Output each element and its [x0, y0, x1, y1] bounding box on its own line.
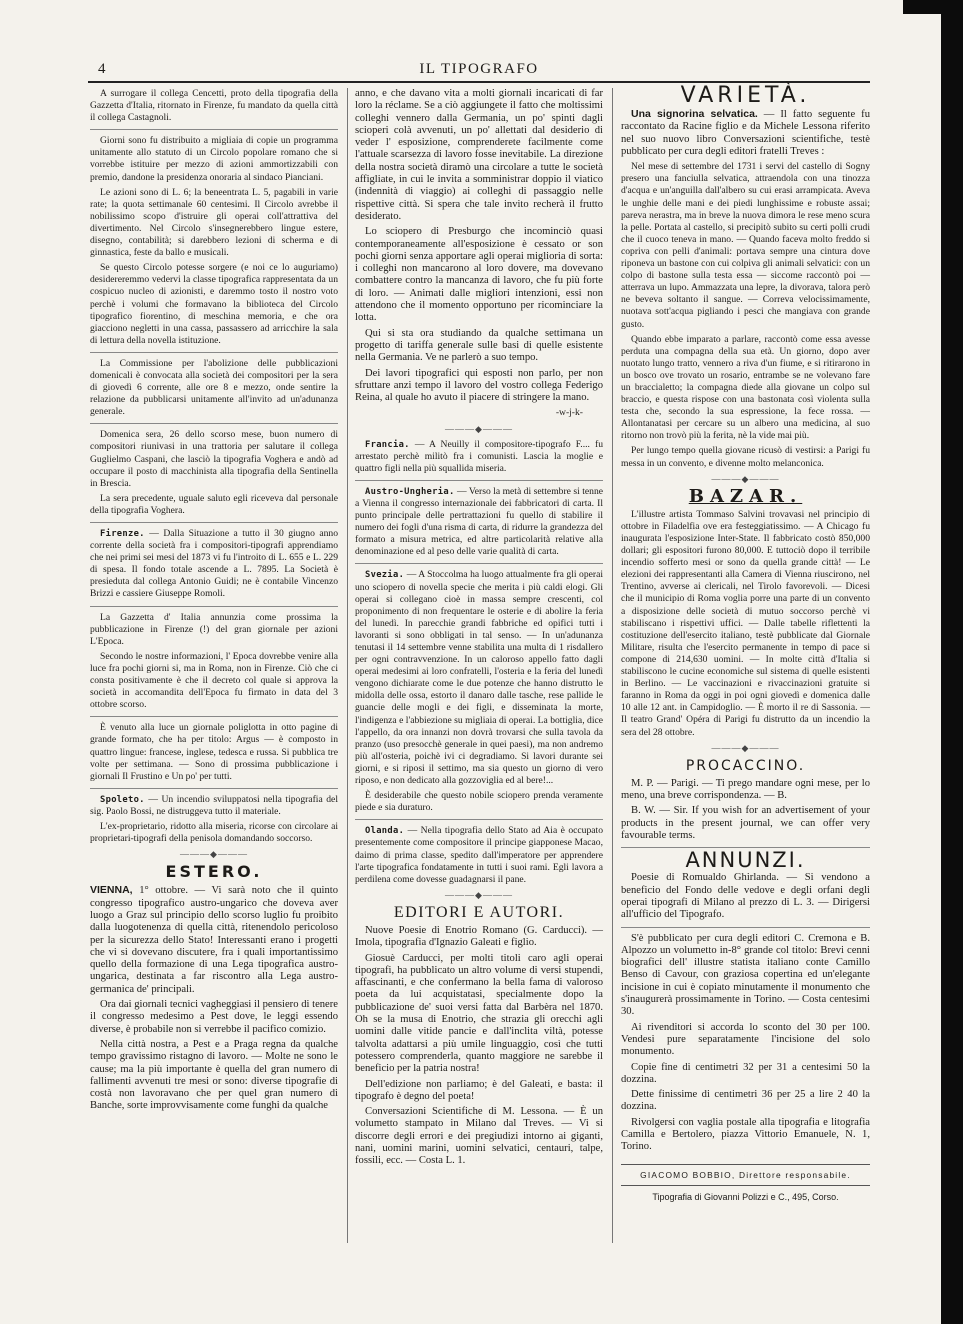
section-title-bazar: BAZAR.: [688, 485, 803, 507]
news-paragraph: Qui si sta ora studiando da qualche settimana un progetto di tariffa generale sulle basi di quelle esistente nella Germania. Ve ne parlerò a suo tempo.: [355, 327, 603, 364]
separator-rule: [90, 716, 338, 717]
ornament-divider: ———◆———: [711, 473, 780, 484]
news-paragraph: Lo sciopero di Presburgo che incominciò quasi contemporaneamente all'esposizione è cessato or son pochi giorni senza apportare agli operai miglioria di sorta: i colleghi non mancarono al loro dovere, ma dovevano combattere contro la mancanza di lavoro, che fu più forte di loro. — Animati dalle migliori intenzioni, essi non attendono che il momento opportuno per ricominciare la lotta.: [355, 226, 603, 324]
news-item-olanda: [355, 825, 603, 885]
dateline: VIENNA,: [90, 884, 133, 897]
news-item-vienna: [90, 884, 338, 996]
section-title-editori: EDITORI E AUTORI.: [393, 903, 565, 921]
news-paragraph: Nel mese di settembre del 1731 i servi del castello di Sogny presero una fanciulla selvatica, attraendola con una tinozza d'acqua e un'anguilla dall'albero su cui erasi arrampicata. Aveva le unghie delle mani e dei piedi lunghissime e robuste assai; pareva nerastra, ma in breve la nuova dimora le rese meno scura la pelle. Portata al castello, si precipitò subito su certi polli crudi che il cuoco teneva in mano. — Quando faceva molto freddo si copriva con pelli d'animali: portava sempre una cintura dove riponeva un bastone con cui colpiva gli animali selvatici: con un colpo di bastone sulla testa essa — siccome raccontò poi — atterrava un lupo. Ammazzata una lepre, la divorava, talora però ne beveva soltanto il sangue. — Correva velocissimamente, nuotava sott'acqua pigliando i pesci che mangiava con grande gusto.: [621, 161, 870, 330]
rubric-label: Olanda.: [365, 826, 405, 837]
news-paragraph: Le azioni sono di L. 6; la beneentrata L. 5, pagabili in varie rate; la quota settimanale 60 centesimi. Il Circolo avrebbe il nobilissimo scopo d'istruire gli operai coll'attrattiva del divertimento. Nel Circolo s'insegnerebbero lingue estere, disegno, contabilità; si darebbero lezioni di scherma e di ginnastica, feste da ballo e musicali.: [90, 186, 338, 259]
rubric-label: Svezia.: [365, 570, 405, 581]
rubric-label: Firenze.: [100, 529, 145, 539]
separator-rule: [355, 819, 603, 820]
section-title-estero: ESTERO.: [165, 862, 263, 882]
item-heading: Una signorina selvatica.: [631, 108, 758, 121]
ornament-divider: ———◆———: [445, 423, 513, 434]
rubric-label: Spoleto.: [100, 794, 145, 805]
column-3: [621, 83, 870, 1203]
news-item-spoleto: [90, 794, 338, 818]
advertisement: S'è pubblicato per cura degli editori C. Cremona e B. Alpozzo un volumetto in-8° grande col titolo: Brevi cenni biografici dell' illustre statista italiano conte Camillo Benso di Cavour, con graziosa copertina ed un'elegante incisione in cui è copiato minutamente il monumento che s'inaugurerà prossimamente in Torino. — Costa centesimi 30.: [621, 932, 870, 1018]
news-paragraph: La Commissione per l'abolizione delle pubblicazioni domenicali è convocata alla società dei compositori per la sera di giovedì 6 corrente, alle ore 8 e mezzo, onde sentire la relazione da pubblicarsi unitamente all'invito ad un'adunanza generale.: [90, 357, 338, 418]
scan-border: [941, 0, 963, 1324]
separator-rule: [90, 423, 338, 424]
separator-rule: [90, 352, 338, 353]
news-paragraph: anno, e che davano vita a molti giornali incaricati di far loro la réclame. Se a ciò aggiungete il fatto che moltissimi colleghi vennero dalla Germania, un po' spinti dagli scioperi colà avvenuti, un po' allettati dal desiderio di veder l' esposizione, comprenderete facilmente come l'attuale scarsezza di lavoro fosse inevitabile. La direzione della nostra società diramò una circolare a tutte le società affigliate, in cui le invita a somministrar doppio il viatico (indennità di viaggio) ai colleghi di passaggio nelle rispettive città. Si spera che tale invito recherà il frutto desiderato.: [355, 88, 603, 222]
news-paragraph: A surrogare il collega Cencetti, proto della tipografia della Gazzetta d'Italia, ritornato in Firenze, fu mandato da quella città il collega Castagnoli.: [90, 88, 338, 124]
separator-rule: [90, 129, 338, 130]
news-item-svezia: [355, 569, 603, 787]
news-paragraph: Giosuè Carducci, per molti titoli caro agli operai tipografi, ha pubblicato un altro volume di versi stupendi, affascinanti, e che confermano la bella fama di valoroso poeta da lui acquistatasi, specialmente dopo la pubblicazione de' suoi versi fatta dal Barbèra nel 1870. Oh se la musa di Enotrio, che strazia gli orecchi agli uomini dalle vitide pancie e dall'inclita viltà, potesse talvolta adattarsi a più umile linguaggio, così che tutti potessero comprenderla, quanto maggiore ne sarebbe il beneficio per la patria nostra!: [355, 952, 603, 1075]
running-title: IL TIPOGRAFO: [419, 61, 539, 77]
news-paragraph: Dell'edizione non parliamo; è del Galeati, e basta: il tipografo è degno del poeta!: [355, 1078, 603, 1102]
news-paragraph: Per lungo tempo quella giovane ricusò di vestirsi: a Parigi fu messa in un convento, e divenne molto melanconica.: [621, 445, 870, 469]
news-paragraph: L'illustre artista Tommaso Salvini trovavasi nel principio di ottobre in Filadelfia ove era festeggiatissimo. — A Chicago fu inaugurata l'esposizione Inter-State. Il fabbricato costò 850,000 dollari; gli espositori furono 80,000. E tuttociò dopo il terribile incendio sofferto mesi or sono da quella grande città! — Le elezioni dei rappresentanti alla Camera di Vienna riuscirono, nel Trentino, avverse ai clericali, nel Tirolo favorevoli. — Dicesi che il municipio di Roma voglia porre una parte di un convento a disposizione delle società di mutuo soccorso perchè vi stabiliscano i rispettivi uffici. — Dalle tabelle riflettenti la costituzione dell'esercito italiano, testè pubblicate dal Giornale Militare, risulta che l'esercito permanente in tempo di pace si compone di 214,630 uomini. — In molte città d'Italia si stabiliscono le cucine economiche sul sistema di quelle esistenti in Berlino. — Le vaccinazioni e rivaccinazioni gratuite si faranno in Roma da oggi in poi ogni giovedì e domenica dalle 10 alle 12 ant. in Campidoglio. — È morto il re di Sassonia. — Il teatro Grand' Opéra di Parigi fu distrutto da un incendio la sera del 28 ottobre.: [621, 508, 870, 738]
book-notice: Conversazioni Scientifiche di M. Lessona. — È un volumetto stampato in Milano dal Treves. — Vi si discorre degli errori e dei pregiudizi intorno ai giganti, nani, uomini marini, uomini selvatici, centauri, talpe, fossili, ecc. — Costa L. 1.: [355, 1106, 603, 1167]
news-paragraph: Se questo Circolo potesse sorgere (e noi ce lo auguriamo) desidereremmo vedervi la classe tipografica rappresentata da un cospicuo nucleo di azionisti, e daremmo tosto il nostro voto perchè i volumi che formavano la biblioteca del Circolo tipografico fiorentino, di meschina memoria, e che ora giacciono negletti in una cassa, passassero ad arricchire la sala di lettura della novella istituzione.: [90, 262, 338, 346]
section-title-annunzi: ANNUNZI.: [685, 848, 806, 873]
column-divider: [347, 88, 348, 1243]
news-text: — A Stoccolma ha luogo attualmente fra gli operai uno sciopero di novella specie che merita i più caldi elogi. Gli operai si collegano cioè in massa sempre crescenti, col proponimento di non frequentare le osterie e di abolire la feria del lunedì. In parecchie grandi fabbriche ed opifici tutti i lavoranti si sono obbligati in tal senso. — In un'adunanza tenutasi il 14 settembre venne stabilita una multa di 1 risdallero per ogni contravvenzione. In un caloroso appello fatto dagli operai medesimi ai loro confratelli, l'osteria e la feria del lunedì vengono dichiarate come le due potenze che hanno distrutto le midolla delle ossa, estorto il danaro dalle tasche, rese pallide le guancie delle mogli e dei figli, e disseminata la morte, l'indigenza e l'abbiezione su migliaia di operai. La bottiglia, dice l'appello, da ora innanzi non dovrà trovarsi che sulla tavola da pranzo (uso presocchè generale in quei paesi), ma non andremo più all'osteria, poichè ivi ci degradiamo. Si lavori durante sei giorni, e si riposi il settimo, ma sia questo un giorno di vero riposo, e non dedicato alla gozzoviglia ed al bere!...: [355, 569, 603, 787]
news-text: — Un incendio sviluppatosi nella tipografia del sig. Paolo Bossi, ne distruggeva tutto il materiale.: [90, 793, 338, 817]
rubric-label: Austro-Ungheria.: [365, 486, 455, 497]
news-paragraph: L'ex-proprietario, ridotto alla miseria, ricorse con circolare ai proprietari-tipografi della penisola domandando soccorso.: [90, 820, 338, 845]
ornament-divider: ———◆———: [445, 889, 513, 900]
separator-rule: [90, 606, 338, 607]
signature: -w-j-k-: [555, 407, 583, 419]
news-text: — Verso la metà di settembre si tenne a Vienna il congresso internazionale dei fabbricatori di carta. Il punto principale delle pertrattazioni fu quello di stabilire il numero dei fogli d'una risma di carta, di ridurre la grandezza del formato a misura metrica, ed altre particolarità relative alla denominazione ed al peso delle varie qualità di carta.: [355, 485, 603, 558]
page-header: [88, 59, 870, 81]
news-text: — Nella tipografia dello Stato ad Aia è occupato presentemente come compositore il principe giapponese Macao, daimo di prima classe, spedito dall'imperatore per apprendere l'arte tipografica fondatamente in tutti i suoi rami. Egli lavora a perdilena come dovesse guadagnarsi il pane.: [355, 825, 603, 885]
editor-credit: GIACOMO BOBBIO, Direttore responsabile.: [621, 1164, 870, 1186]
ornament-divider: ———◆———: [711, 742, 780, 753]
news-paragraph: Giorni sono fu distribuito a migliaia di copie un programma unitamente allo statuto di un Circolo popolare romano che si vorrebbe istituire per mezzo di azioni ammortizzabili con premio, dandone la presidenza onoraria al sindaco Pianciani.: [90, 135, 338, 183]
news-paragraph: Secondo le nostre informazioni, l' Epoca dovrebbe venire alla luce fra pochi giorni si, ma in Roma, non in Firenze. Ciò che ci consta positivamente è che il decreto col quale si approva la società in accomandita dell'Epoca fu firmato in data del 3 ottobre scorso.: [90, 650, 338, 711]
page-number: 4: [98, 61, 106, 77]
section-title-varieta: VARIETÀ.: [680, 83, 811, 108]
ornament-divider: ———◆———: [180, 849, 248, 860]
correspondence-item: M. P. — Parigi. — Ti prego mandare ogni mese, per lo meno, una breve corrispondenza. — B.: [621, 777, 870, 802]
advertisement: Rivolgersi con vaglia postale alla tipografia e litografia Camilla e Bertolero, piazza Vittorio Emanuele, N. 1, Torino.: [621, 1116, 870, 1153]
news-item-signorina: [621, 108, 870, 158]
advertisement: Dette finissime di centimetri 36 per 25 a lire 2 40 la dozzina.: [621, 1089, 870, 1113]
news-paragraph: La sera precedente, uguale saluto egli riceveva dal personale della tipografia Voghera.: [90, 492, 338, 516]
section-title-procaccino: PROCACCINO.: [685, 757, 806, 774]
news-item-francia: [355, 439, 603, 475]
news-paragraph: La Gazzetta d' Italia annunzia come prossima la pubblicazione in Firenze (!) del gran giornale per azioni L'Epoca.: [90, 611, 338, 647]
scan-border-top: [903, 0, 963, 14]
news-text: 1° ottobre. — Vi sarà noto che il quinto congresso tipografico austro-ungarico che doveva aver luogo a Graz sul principio dello scorso luglio fu proibito dalla luogotenenza di quella città, ritenendolo pericoloso per la sicurezza dello Stato! Interessanti erano i progetti che vi si dovevano discutere, fra i quali importantissimo quello della formazione di una Lega tipografica austro-ungarica, destinata a far riscontro alla Lega austro-germanica de' principali.: [90, 885, 338, 995]
separator-rule: [621, 927, 870, 928]
news-paragraph: È venuto alla luce un giornale poliglotta in otto pagine di grande formato, che ha per titolo: Argus — è composto in quattro lingue: francese, inglese, tedesca e russa. Si pubblica tre volte per settimana. — Sono di prossima pubblicazione i giornali Il Frustino e Un po' per tutti.: [90, 722, 338, 782]
separator-rule: [90, 522, 338, 523]
news-paragraph: Quando ebbe imparato a parlare, raccontò come essa avesse perduta una compagna della sua età. Un giorno, dopo aver nuotato lungo tratto, vennero a riva d'un fiume, e si ritirarono in un bosco ove trovato un rosario, entrambe se ne volevano fare un braccialetto; la compagna diede alla giovane un colpo sul braccio, e questa rispose con una bastonata così violenta sulla testa che, secondo la sua espressione, la fece rossa. — Allontanatasi per cercare su un albero una medicina, al suo ritorno non trovò più la ferita, nè la vide mai più.: [621, 333, 870, 442]
column-2: [355, 88, 603, 1171]
separator-rule: [90, 788, 338, 789]
book-notice: Nuove Poesie di Enotrio Romano (G. Carducci). — Imola, tipografia d'Ignazio Galeati e figlio.: [355, 924, 603, 949]
printer-credit: Tipografia di Giovanni Polizzi e C., 495, Corso.: [652, 1191, 839, 1202]
column-1: [90, 88, 338, 1116]
news-paragraph: È desiderabile che questo nobile sciopero prenda veramente piede e sia duraturo.: [355, 790, 603, 814]
news-text: — A Neuilly il compositore-tipografo F.... fu arrestato perchè militò fra i comunisti. Lascia la moglie e quattro figli nella più squallida miseria.: [355, 438, 603, 474]
correspondence-item: B. W. — Sir. If you wish for an advertisement of your products in the present journal, we can offer very favourable terms.: [621, 805, 870, 841]
news-paragraph: Domenica sera, 26 dello scorso mese, buon numero di compositori riunivasi in una trattoria per salutare il collega Guglielmo Caspani, che lasciò la tipografia Voghera e andò ad occupare il posto di macchinista alla tipografia della Sentinella in Brescia.: [90, 429, 338, 489]
advertisement: Copie fine di centimetri 32 per 31 a centesimi 50 la dozzina.: [621, 1061, 870, 1085]
news-paragraph: Nella città nostra, a Pest e a Praga regna da qualche tempo gravissimo ristagno di lavoro. — Molte ne sono le cause; ma la più importante è quella del gran numero di fallimenti avvenuti tre mesi or sono: diverse tipografie di costà non lavoravano che per quel gran numero di Banche, sorte improvvisamente come funghi da qualche: [90, 1038, 338, 1112]
advertisement: Ai rivenditori si accorda lo sconto del 30 per 100. Vendesi pure separatamente l'incisione del solo monumento.: [621, 1021, 870, 1058]
rubric-label: Francia.: [365, 439, 410, 450]
news-text: — Dalla Situazione a tutto il 30 giugno anno corrente della società fra i compositori-tipografi apprendiamo che nei primi sei mesi del 1873 vi fu l'introito di L. 655 e L. 229 di spesa. Il fondo totale ascende a L. 7895. La Società è presieduta dal collega Antonio Guidi; ne è contabile Vincenzo Brizzi e cassiere Giuseppe Romoli.: [90, 528, 338, 600]
news-item-austro-ungheria: [355, 486, 603, 559]
news-item-firenze: [90, 528, 338, 601]
separator-rule: [355, 563, 603, 564]
news-text: — Il fatto seguente fu raccontato da Racine figlio e da Michele Lessona riferito nel suo nuovo libro Conversazioni scientifiche, testè pubblicato per cura degli editori fratelli Treves :: [621, 109, 870, 157]
news-paragraph: Dei lavori tipografici qui esposti non parlo, per non sfruttare anzi tempo il lavoro del vostro collega Federigo Reina, al quale ho avuto il piacere di stringere la mano.: [355, 367, 603, 404]
advertisement: Poesie di Romualdo Ghirlanda. — Si vendono a beneficio del Fondo delle vedove e degli orfani degli operai tipografi di Milano al prezzo di L. 3. — Dirigersi all'ufficio del Tipografo.: [621, 872, 870, 921]
separator-rule: [355, 480, 603, 481]
column-divider: [612, 88, 613, 1243]
news-paragraph: Ora dai giornali tecnici vagheggiasi il pensiero di tenere il congresso medesimo a Pest dove, le leggi essendo diverse, è probabile non si verrebbe il pacifico comizio.: [90, 999, 338, 1035]
